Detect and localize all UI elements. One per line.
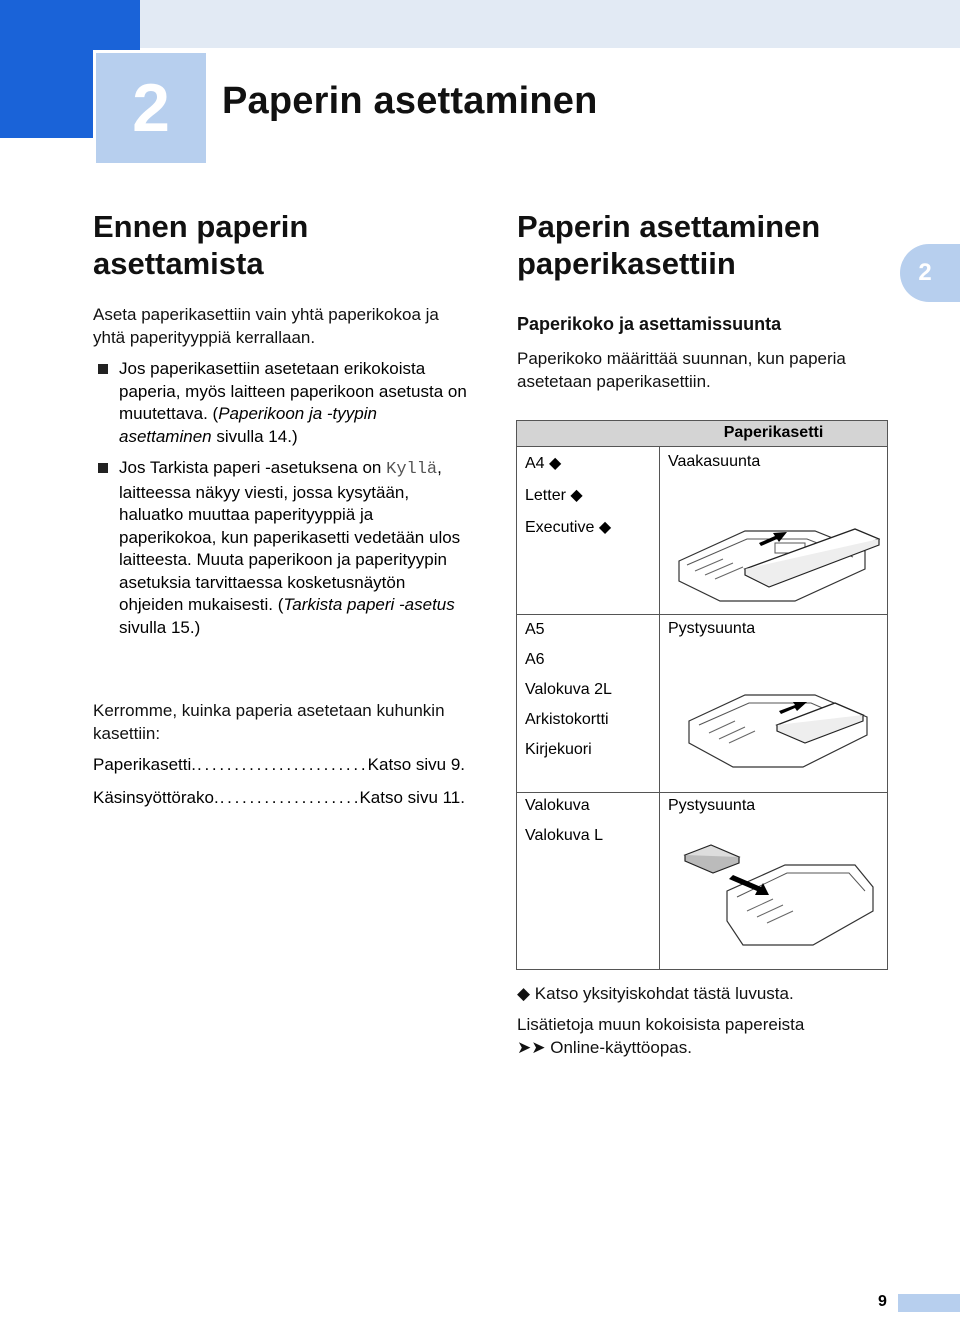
page-number: 9 — [878, 1293, 887, 1310]
size-label: A6 — [525, 651, 545, 668]
orientation-label: Vaakasuunta — [668, 453, 761, 470]
right-subtitle: Paperikoko ja asettamissuunta — [517, 314, 782, 334]
table-cell-sizes — [525, 791, 603, 851]
paper-orientation-table — [516, 420, 888, 970]
toc-label: Paperikasetti. — [93, 755, 196, 774]
orientation-label: Pystysuunta — [668, 797, 756, 814]
toc-leader — [197, 755, 367, 775]
table-header-label: Paperikasetti — [723, 424, 824, 441]
bullet-item-check-paper — [93, 457, 473, 639]
size-label: Arkistokortti — [525, 711, 609, 728]
toc-label: Käsinsyöttörako. — [93, 788, 219, 807]
header-light-band — [140, 0, 960, 48]
right-subtitle-text: Paperikoko määrittää suunnan, kun paperia asetetaan paperikasettiin. — [517, 349, 846, 391]
bullet-link[interactable]: Tarkista paperi -asetus — [283, 595, 455, 614]
size-label: A5 — [525, 621, 545, 638]
tray-portrait-illustration — [685, 681, 875, 781]
bullet-text: Jos Tarkista paperi -asetuksena on — [119, 458, 387, 477]
double-arrow-icon: ➤➤ — [517, 1037, 546, 1057]
note-link[interactable]: Online-käyttöopas. — [550, 1037, 692, 1057]
toc-entry-paper-tray[interactable] — [93, 755, 465, 775]
footnote-more-info — [517, 1014, 897, 1059]
table-cell-sizes — [525, 615, 612, 765]
table-header — [517, 421, 887, 447]
left-section-title: Ennen paperin asettamista — [93, 209, 309, 281]
chapter-title: Paperin asettaminen — [222, 80, 598, 122]
left-outro-text: Kerromme, kuinka paperia asetetaan kuhunkin kasettiin: — [93, 701, 445, 743]
bullet-link[interactable]: Paperikoon ja -tyypin asettaminen — [119, 404, 377, 446]
size-label: Valokuva L — [525, 827, 603, 844]
bullet-text-mid: , laitteessa näkyy viesti, jossa kysytään, haluatko muuttaa paperityyppiä ja paperikokoa, kun paperikasetti vedetään ulos laitteesta. Muuta paperikoon ja paperityypin asetuksia tarvittaessa kosketusnäytön ohjeiden mukaisesti. ( — [119, 458, 461, 614]
bullet-tail: sivulla 15.) — [119, 617, 201, 637]
size-label: Valokuva — [525, 797, 590, 814]
right-section-title: Paperin asettaminen paperikasettiin — [517, 209, 821, 281]
size-label: Executive ◆ — [525, 519, 612, 536]
bullet-text: Jos paperikasettiin asetetaan erikokoista paperia, myös laitteen paperikoon asetusta on muutettava. ( — [119, 359, 467, 423]
toc-leader — [220, 788, 359, 808]
bullet-item-size-change — [93, 358, 473, 448]
footnote-details: ◆ Katso yksityiskohdat tästä luvusta. — [517, 984, 794, 1003]
chapter-number: 2 — [93, 50, 209, 166]
footer-bar — [898, 1294, 960, 1312]
toc-entry-manual-feed[interactable] — [93, 788, 465, 808]
bullet-square-icon — [98, 364, 108, 374]
tray-landscape-illustration — [675, 509, 880, 609]
table-cell-sizes — [525, 449, 611, 543]
toc-ref[interactable]: Katso sivu 9. — [367, 755, 465, 774]
chapter-side-tab[interactable]: 2 — [900, 244, 960, 302]
toc-ref[interactable]: Katso sivu 11. — [359, 788, 465, 807]
bullet-tail: sivulla 14.) — [211, 426, 298, 446]
size-label: A4 ◆ — [525, 455, 562, 472]
size-label: Letter ◆ — [525, 487, 583, 504]
size-label: Valokuva 2L — [525, 681, 612, 698]
left-intro-text: Aseta paperikasettiin vain yhtä paperikokoa ja yhtä paperityyppiä kerrallaan. — [93, 305, 439, 347]
orientation-label: Pystysuunta — [668, 620, 756, 637]
size-label: Kirjekuori — [525, 741, 592, 758]
note-text: Lisätietoja muun kokoisista papereista — [517, 1015, 805, 1034]
table-divider — [659, 447, 660, 969]
bullet-square-icon — [98, 463, 108, 473]
tray-photo-illustration — [677, 841, 877, 959]
setting-value: Kyllä — [386, 460, 438, 479]
